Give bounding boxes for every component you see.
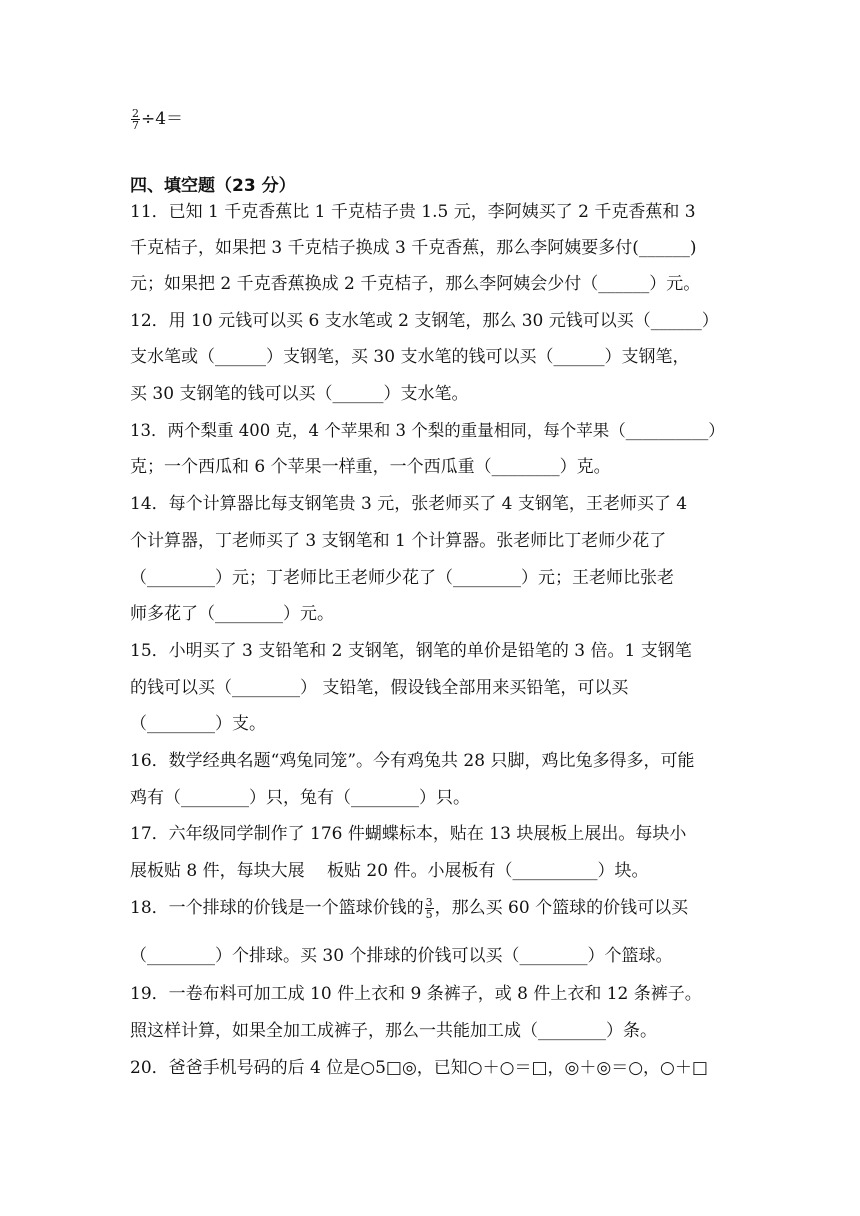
- question-line: 20．爸爸手机号码的后 4 位是○5□◎，已知○＋○＝□，◎＋◎＝○，○＋□: [130, 1058, 708, 1078]
- division-expression: [130, 108, 183, 131]
- fraction-denominator: 7: [132, 119, 139, 132]
- question-line-18: [130, 897, 688, 920]
- question-line: 千克桔子，如果把 3 千克桔子换成 3 千克香蕉，那么李阿姨要多付(______): [130, 238, 697, 258]
- question-line: 个计算器，丁老师买了 3 支钢笔和 1 个计算器。张老师比丁老师少花了: [130, 531, 667, 551]
- fraction-numerator: 3: [425, 896, 433, 909]
- question-line: 11．已知 1 千克香蕉比 1 千克桔子贵 1.5 元，李阿姨买了 2 千克香蕉和 3: [130, 202, 696, 222]
- question-line: 17．六年级同学制作了 176 件蝴蝶标本，贴在 13 块展板上展出。每块小: [130, 824, 687, 844]
- question-line: 鸡有（________）只，兔有（________）只。: [130, 788, 470, 808]
- question-line: 买 30 支钢笔的钱可以买（______）支水笔。: [130, 384, 469, 404]
- question-line: 12．用 10 元钱可以买 6 支水笔或 2 支钢笔，那么 30 元钱可以买（______）: [130, 311, 719, 331]
- question-line: （________）支。: [130, 714, 266, 734]
- fraction-three-fifths: [425, 897, 434, 920]
- question-line: 的钱可以买（________） 支铅笔，假设钱全部用来买铅笔，可以买: [130, 678, 629, 698]
- fraction-denominator: 5: [425, 908, 433, 921]
- question-line: 元；如果把 2 千克香蕉换成 2 千克桔子，那么李阿姨会少付（______）元。: [130, 274, 701, 294]
- question-line: 师多花了（________）元。: [130, 604, 334, 624]
- question-line: 支水笔或（______）支钢笔，买 30 支水笔的钱可以买（______）支钢笔，: [130, 347, 690, 367]
- question-line: 19．一卷布料可加工成 10 件上衣和 9 条裤子，或 8 件上衣和 12 条裤子。: [130, 984, 702, 1004]
- expression-rest: ÷4＝: [141, 109, 184, 129]
- fraction-numerator: 2: [132, 107, 139, 120]
- section-title: 四、填空题（23 分）: [130, 176, 296, 196]
- question-line: 照这样计算，如果全加工成裤子，那么一共能加工成（________）条。: [130, 1021, 657, 1041]
- question-line: 展板贴 8 件，每块大展 板贴 20 件。小展板有（__________）块。: [130, 861, 649, 881]
- question-line: （________）个排球。买 30 个排球的价钱可以买（________）个篮球。: [130, 946, 673, 966]
- question-line: 16．数学经典名题“鸡兔同笼”。今有鸡兔共 28 只脚，鸡比兔多得多，可能: [130, 751, 695, 771]
- question-line: （________）元；丁老师比王老师少花了（________）元；王老师比张老: [130, 568, 674, 588]
- question-line: 15．小明买了 3 支铅笔和 2 支钢笔，钢笔的单价是铅笔的 3 倍。1 支钢笔: [130, 641, 692, 661]
- question-line: 14．每个计算器比每支钢笔贵 3 元，张老师买了 4 支钢笔，王老师买了 4: [130, 494, 688, 514]
- q18-text-before: 18．一个排球的价钱是一个篮球价钱的: [130, 898, 424, 918]
- question-line: 13．两个梨重 400 克，4 个苹果和 3 个梨的重量相同，每个苹果（__________）: [130, 421, 725, 440]
- question-line: 克；一个西瓜和 6 个苹果一样重，一个西瓜重（________）克。: [130, 457, 611, 477]
- fraction: [131, 108, 140, 131]
- q18-text-after: ，那么买 60 个篮球的价钱可以买: [434, 898, 689, 918]
